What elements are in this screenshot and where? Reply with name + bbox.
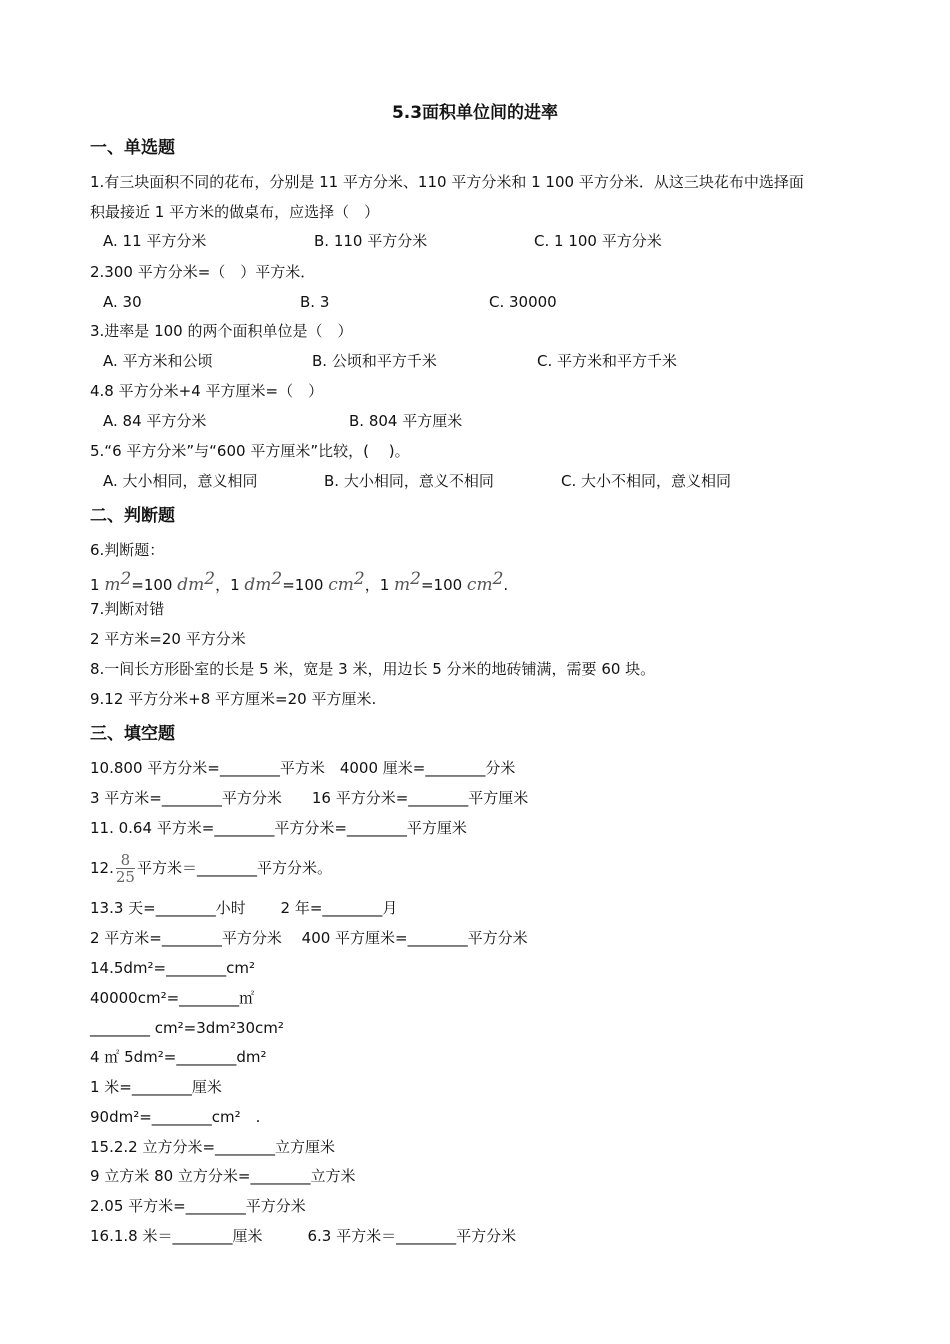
- q10-line2: 3 平方米=________平方分米 16 平方分米=________平方厘米: [90, 789, 529, 807]
- q15-line3: 2.05 平方米=________平方分米: [90, 1197, 306, 1215]
- section-heading-true-false: 二、判断题: [90, 506, 175, 526]
- q14-line1: 14.5dm²=________cm²: [90, 959, 255, 977]
- sq: 2: [492, 569, 504, 589]
- unit-dm: dm: [244, 575, 272, 595]
- q5-option-c: C. 大小不相同，意义相同: [561, 472, 732, 490]
- q13-line2: 2 平方米=________平方分米 400 平方厘米=________平方分米: [90, 929, 528, 947]
- section-heading-single-choice: 一、单选题: [90, 138, 175, 158]
- unit-cm: cm: [328, 575, 354, 595]
- q16-stem: 16.1.8 米＝________厘米 6.3 平方米＝________平方分米: [90, 1227, 517, 1245]
- q1-stem-line2: 积最接近 1 平方米的做桌布，应选择（ ）: [90, 203, 380, 221]
- q12-stem: [90, 850, 332, 886]
- q12-prefix: 12.: [90, 859, 114, 877]
- q2-option-b: B. 3: [300, 293, 330, 311]
- q9-stem: 9.12 平方分米+8 平方厘米=20 平方厘米.: [90, 690, 377, 708]
- sq: 2: [353, 569, 365, 589]
- fraction-numerator: 8: [116, 852, 135, 869]
- q6-expression: [90, 569, 508, 595]
- q6-text: =100: [131, 576, 178, 594]
- q14-line6: 90dm²=________cm² .: [90, 1108, 261, 1126]
- q14-line2: 40000cm²=________㎡: [90, 989, 255, 1007]
- q14-line5: 1 米=________厘米: [90, 1078, 222, 1096]
- section-heading-fill-blank: 三、填空题: [90, 724, 175, 744]
- q6-text: =100: [420, 576, 467, 594]
- sq: 2: [271, 569, 283, 589]
- q6-text: ，1: [215, 576, 245, 594]
- q5-option-b: B. 大小相同，意义不相同: [324, 472, 494, 490]
- q15-line1: 15.2.2 立方分米=________立方厘米: [90, 1138, 336, 1156]
- q11-stem: 11. 0.64 平方米=________平方分米=________平方厘米: [90, 819, 467, 837]
- q6-text: =100: [282, 576, 329, 594]
- q3-option-b: B. 公顷和平方千米: [312, 352, 437, 370]
- q6-text: .: [503, 576, 509, 594]
- q7-stem: 7.判断对错: [90, 600, 165, 618]
- unit-m: m: [104, 575, 121, 595]
- fraction-denominator: 25: [115, 868, 135, 886]
- q2-stem: 2.300 平方分米=（ ）平方米．: [90, 263, 316, 281]
- q3-option-a: A. 平方米和公顷: [103, 352, 213, 370]
- unit-m: m: [394, 575, 411, 595]
- q6-text: 1: [90, 576, 105, 594]
- unit-cm: cm: [466, 575, 493, 595]
- unit-dm: dm: [177, 575, 205, 595]
- q13-line1: 13.3 天=________小时 2 年=________月: [90, 899, 398, 917]
- q12-suffix: 平方米＝________平方分米。: [136, 859, 332, 877]
- q5-option-a: A. 大小相同，意义相同: [103, 472, 258, 490]
- q1-option-a: A. 11 平方分米: [103, 232, 207, 250]
- sq: 2: [120, 569, 132, 589]
- q6-stem: 6.判断题：: [90, 541, 165, 559]
- q6-text: ，1: [364, 576, 394, 594]
- fraction: [116, 852, 135, 885]
- q1-stem-line1: 1.有三块面积不同的花布，分别是 11 平方分米、110 平方分米和 1 100 平方分米．从这三块花布中选择面: [90, 173, 804, 191]
- q3-option-c: C. 平方米和平方千米: [537, 352, 678, 370]
- q14-line4: 4 ㎡ 5dm²=________dm²: [90, 1048, 267, 1066]
- q3-stem: 3.进率是 100 的两个面积单位是（ ）: [90, 322, 353, 340]
- q4-option-b: B. 804 平方厘米: [349, 412, 463, 430]
- q10-line1: 10.800 平方分米=________平方米 4000 厘米=________分米: [90, 759, 516, 777]
- q15-line2: 9 立方米 80 立方分米=________立方米: [90, 1167, 356, 1185]
- q1-option-c: C. 1 100 平方分米: [534, 232, 662, 250]
- q5-stem: 5.“6 平方分米”与“600 平方厘米”比较，( )。: [90, 442, 410, 460]
- q2-option-c: C. 30000: [489, 293, 557, 311]
- sq: 2: [204, 569, 216, 589]
- q7-statement: 2 平方米=20 平方分米: [90, 630, 246, 648]
- q2-option-a: A. 30: [103, 293, 142, 311]
- sq: 2: [410, 569, 421, 589]
- q8-stem: 8.一间长方形卧室的长是 5 米，宽是 3 米，用边长 5 分米的地砖铺满，需要 60 块。: [90, 660, 656, 678]
- q4-stem: 4.8 平方分米+4 平方厘米=（ ）: [90, 382, 324, 400]
- q1-option-b: B. 110 平方分米: [314, 232, 428, 250]
- page-title: 5.3面积单位间的进率: [391, 103, 559, 123]
- q4-option-a: A. 84 平方分米: [103, 412, 207, 430]
- q14-line3: ________ cm²=3dm²30cm²: [90, 1019, 284, 1037]
